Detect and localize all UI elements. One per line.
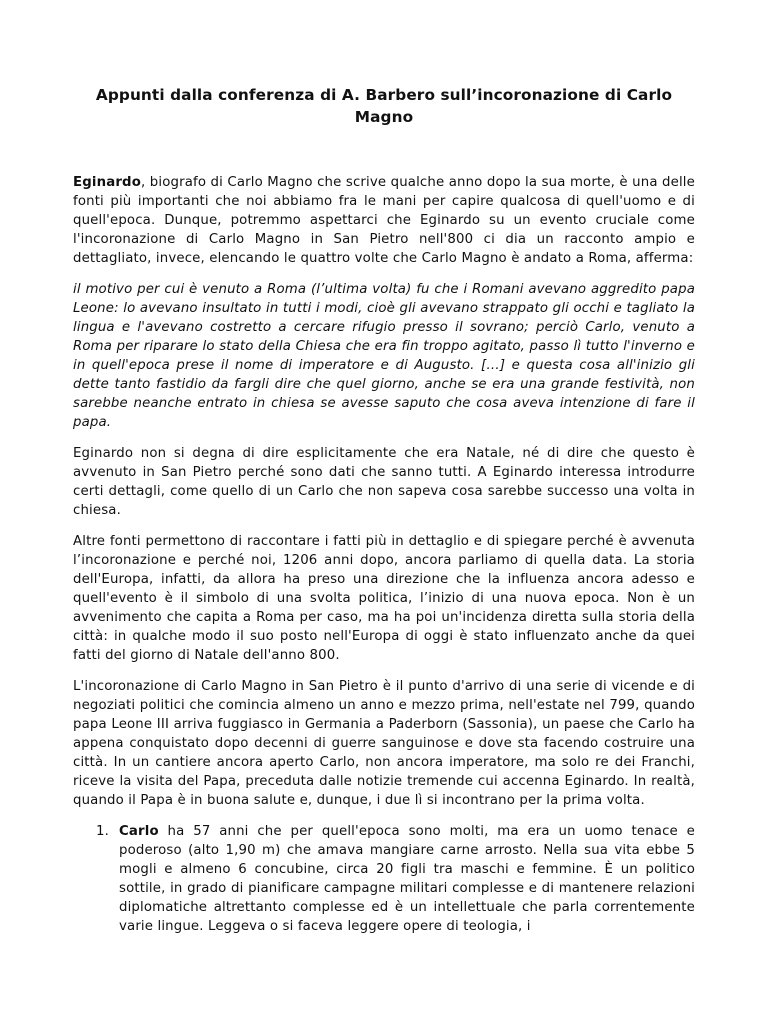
list-item	[73, 822, 695, 936]
document-title	[73, 84, 695, 128]
paragraph-eginardo-bold: Eginardo	[73, 175, 142, 190]
paragraph-4: L'incoronazione di Carlo Magno in San Pietro è il punto d'arrivo di una serie di vicende e di negoziati politici che comincia almeno un anno e mezzo prima, nell'estate nel 799, quando papa Leone III arriva fuggiasco in Germania a Paderborn (Sassonia), un paese che Carlo ha appena conquistato dopo decenni di guerre sanguinose e dove sta facendo costruire una città. In un cantiere ancora aperto Carlo, non ancora imperatore, ma solo re dei Franchi, riceve la visita del Papa, preceduta dalle notizie tremende cui accenna Eginardo. In realtà, quando il Papa è in buona salute e, dunque, i due lì si incontrano per la prima volta.	[73, 679, 695, 808]
paragraph-3: Altre fonti permettono di raccontare i fatti più in dettaglio e di spiegare perché è avvenuta l’incoronazione e perché noi, 1206 anni dopo, ancora parliamo di quella data. La storia dell'Europa, infatti, da allora ha preso una direzione che la influenza ancora adesso e quell'evento è il simbolo di una svolta politica, l’inizio di una nuova epoca. Non è un avvenimento che capita a Roma per caso, ma ha poi un'incidenza diretta sulla storia della città: in qualche modo il suo posto nell'Europa di oggi è stato influenzato anche da quei fatti del giorno di Natale dell'anno 800.	[73, 534, 695, 663]
list-item-number: 1.	[96, 824, 109, 839]
document-page	[73, 84, 695, 936]
title-bold: incoronazione di Carlo Magno	[354, 86, 673, 126]
list-item-text: ha 57 anni che per quell'epoca sono molti, ma era un uomo tenace e poderoso (alto 1,90 m) che amava mangiare carne arrosto. Nella sua vita ebbe 5 mogli e almeno 6 concubine, circa 20 figli tra maschi e femmine. È un politico sottile, in grado di pianificare campagne militari complesse e di mantenere relazioni diplomatiche altrettanto complesse ed è un intellettuale che parla correntemente varie lingue. Leggeva o si faceva leggere opere di teologia, i	[119, 824, 695, 934]
numbered-list	[73, 822, 695, 936]
paragraph-2: Eginardo non si degna di dire esplicitamente che era Natale, né di dire che questo è avvenuto in San Pietro perché sono dati che sanno tutti. A Eginardo interessa introdurre certi dettagli, come quello di un Carlo che non sapeva cosa sarebbe successo una volta in chiesa.	[73, 446, 695, 518]
list-item-bold: Carlo	[119, 824, 159, 839]
title-prefix: Appunti dalla conferenza di A. Barbero sull’	[95, 86, 478, 104]
paragraph-eginardo	[73, 173, 695, 268]
quote-paragraph: il motivo per cui è venuto a Roma (l’ultima volta) fu che i Romani avevano aggredito papa Leone: lo avevano insultato in tutti i modi, cioè gli avevano strappato gli occhi e tagliato la lingua e l'avevano costretto a cercare rifugio presso il sovrano; perciò Carlo, venuto a Roma per riparare lo stato della Chiesa che era fin troppo agitato, passo lì tutto l'inverno e in quell'epoca prese il nome di imperatore e di Augusto. […] e questa cosa all'inizio gli dette tanto fastidio da fargli dire che quel giorno, anche se era una grande festività, non sarebbe neanche entrato in chiesa se avesse saputo che cosa aveva intenzione di fare il papa.	[73, 282, 695, 430]
paragraph-eginardo-text: , biografo di Carlo Magno che scrive qualche anno dopo la sua morte, è una delle fonti più importanti che noi abbiamo fra le mani per capire qualcosa di quell'uomo e di quell'epoca. Dunque, potremmo aspettarci che Eginardo su un evento cruciale come l'incoronazione di Carlo Magno in San Pietro nell'800 ci dia un racconto ampio e dettagliato, invece, elencando le quattro volte che Carlo Magno è andato a Roma, afferma:	[73, 175, 695, 266]
